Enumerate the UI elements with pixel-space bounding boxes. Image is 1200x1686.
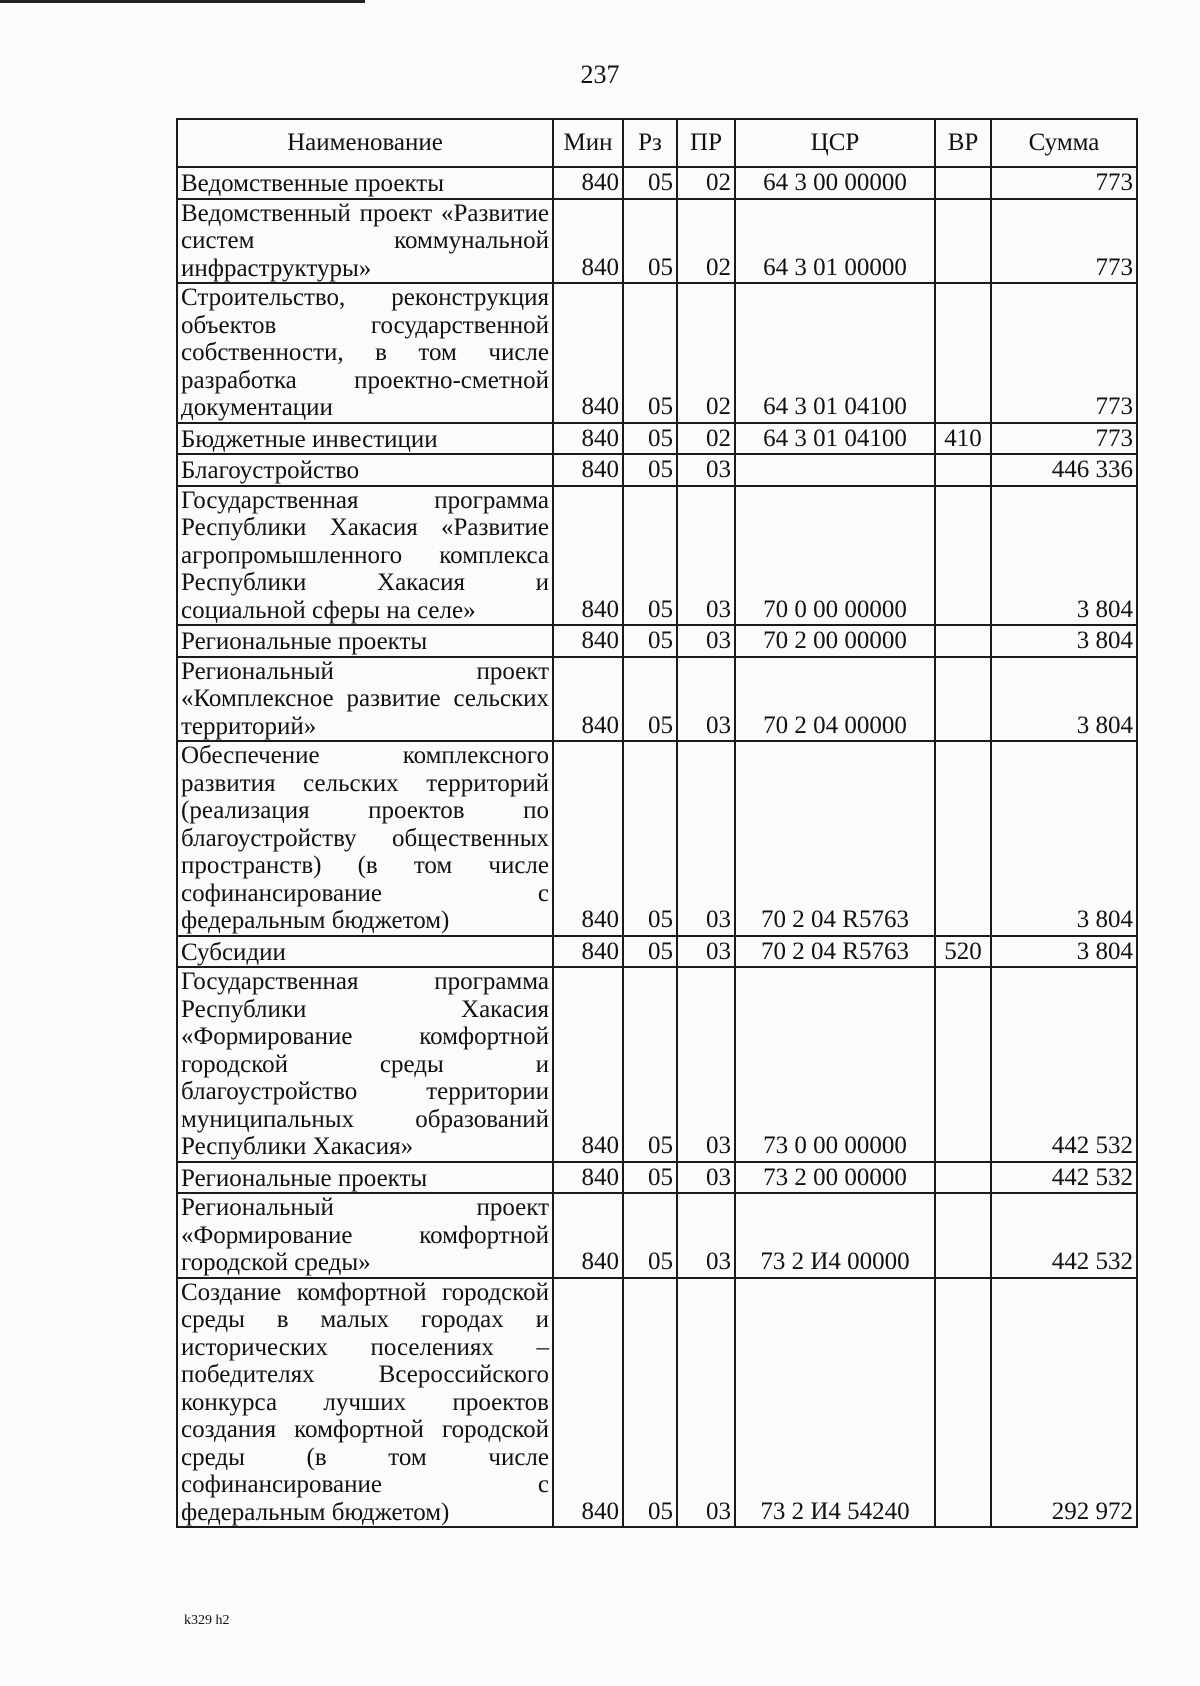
cell-rz: 05 (623, 625, 677, 657)
cell-rz: 05 (623, 741, 677, 936)
table-row (177, 486, 1137, 626)
cell-min: 840 (553, 967, 623, 1162)
page-number: 237 (580, 60, 620, 89)
cell-name: Ведомственный проект «Развитие систем коммунальной инфраструктуры» (177, 199, 553, 284)
header-pr: ПР (677, 119, 735, 167)
cell-name: Ведомственные проекты (177, 167, 553, 199)
cell-min: 840 (553, 283, 623, 423)
cell-vr: 520 (935, 936, 991, 968)
cell-name: Государственная программа Республики Хакасия «Развитие агропромышленного комплекса Республики Хакасия и социальной сферы на селе» (177, 486, 553, 626)
cell-sum: 773 (991, 423, 1137, 455)
cell-pr: 03 (677, 454, 735, 486)
cell-vr (935, 454, 991, 486)
table-row (177, 199, 1137, 284)
cell-pr: 03 (677, 625, 735, 657)
cell-rz: 05 (623, 1278, 677, 1528)
cell-vr (935, 283, 991, 423)
cell-pr: 03 (677, 657, 735, 742)
cell-csr: 73 2 00 00000 (735, 1162, 935, 1194)
cell-sum: 292 972 (991, 1278, 1137, 1528)
table-row (177, 1278, 1137, 1528)
cell-csr: 70 0 00 00000 (735, 486, 935, 626)
table-row (177, 167, 1137, 199)
header-csr: ЦСР (735, 119, 935, 167)
cell-vr (935, 1278, 991, 1528)
cell-pr: 03 (677, 486, 735, 626)
cell-name: Региональный проект «Комплексное развитие сельских территорий» (177, 657, 553, 742)
cell-pr: 03 (677, 1162, 735, 1194)
header-min: Мин (553, 119, 623, 167)
cell-name: Создание комфортной городской среды в малых городах и исторических поселениях – победителях Всероссийского конкурса лучших проектов создания комфортной городской среды (в том числе софинансирование с федеральным бюджетом) (177, 1278, 553, 1528)
cell-min: 840 (553, 167, 623, 199)
table-row (177, 423, 1137, 455)
cell-name: Региональные проекты (177, 1162, 553, 1194)
cell-min: 840 (553, 625, 623, 657)
table-row (177, 454, 1137, 486)
cell-csr: 64 3 01 04100 (735, 423, 935, 455)
cell-rz: 05 (623, 167, 677, 199)
cell-csr: 73 0 00 00000 (735, 967, 935, 1162)
cell-sum: 773 (991, 199, 1137, 284)
cell-min: 840 (553, 741, 623, 936)
header-vr: ВР (935, 119, 991, 167)
table-row (177, 283, 1137, 423)
cell-vr (935, 486, 991, 626)
cell-rz: 05 (623, 454, 677, 486)
cell-pr: 03 (677, 1193, 735, 1278)
cell-sum: 773 (991, 167, 1137, 199)
table-row (177, 936, 1137, 968)
cell-name: Субсидии (177, 936, 553, 968)
cell-sum: 442 532 (991, 1193, 1137, 1278)
cell-sum: 3 804 (991, 936, 1137, 968)
cell-csr: 70 2 04 R5763 (735, 741, 935, 936)
cell-min: 840 (553, 199, 623, 284)
cell-pr: 03 (677, 1278, 735, 1528)
header-sum: Сумма (991, 119, 1137, 167)
cell-pr: 03 (677, 967, 735, 1162)
cell-csr: 73 2 И4 54240 (735, 1278, 935, 1528)
cell-rz: 05 (623, 283, 677, 423)
cell-rz: 05 (623, 936, 677, 968)
header-rz: Рз (623, 119, 677, 167)
cell-vr (935, 967, 991, 1162)
cell-name: Государственная программа Республики Хакасия «Формирование комфортной городской среды и благоустройство территории муниципальных образований Республики Хакасия» (177, 967, 553, 1162)
cell-rz: 05 (623, 1193, 677, 1278)
cell-csr: 73 2 И4 00000 (735, 1193, 935, 1278)
cell-sum: 773 (991, 283, 1137, 423)
cell-min: 840 (553, 936, 623, 968)
cell-csr: 70 2 04 00000 (735, 657, 935, 742)
top-rule (0, 0, 365, 3)
cell-name: Бюджетные инвестиции (177, 423, 553, 455)
cell-rz: 05 (623, 657, 677, 742)
budget-table (176, 118, 1138, 1528)
table-row (177, 625, 1137, 657)
table-header-row (177, 119, 1137, 167)
cell-vr (935, 625, 991, 657)
table-row (177, 1193, 1137, 1278)
cell-sum: 3 804 (991, 657, 1137, 742)
cell-name: Обеспечение комплексного развития сельских территорий (реализация проектов по благоустройству общественных пространств) (в том числе софинансирование с федеральным бюджетом) (177, 741, 553, 936)
cell-min: 840 (553, 454, 623, 486)
cell-min: 840 (553, 657, 623, 742)
cell-pr: 02 (677, 283, 735, 423)
cell-sum: 446 336 (991, 454, 1137, 486)
cell-sum: 3 804 (991, 741, 1137, 936)
cell-min: 840 (553, 1193, 623, 1278)
cell-csr: 64 3 00 00000 (735, 167, 935, 199)
cell-rz: 05 (623, 486, 677, 626)
cell-vr (935, 1162, 991, 1194)
cell-csr: 70 2 04 R5763 (735, 936, 935, 968)
cell-csr: 70 2 00 00000 (735, 625, 935, 657)
cell-rz: 05 (623, 967, 677, 1162)
cell-sum: 442 532 (991, 967, 1137, 1162)
cell-csr: 64 3 01 04100 (735, 283, 935, 423)
cell-pr: 03 (677, 936, 735, 968)
table-row (177, 657, 1137, 742)
table-row (177, 741, 1137, 936)
cell-csr (735, 454, 935, 486)
table-row (177, 967, 1137, 1162)
cell-pr: 02 (677, 199, 735, 284)
cell-vr (935, 199, 991, 284)
cell-pr: 02 (677, 167, 735, 199)
cell-csr: 64 3 01 00000 (735, 199, 935, 284)
table-row (177, 1162, 1137, 1194)
cell-name: Региональный проект «Формирование комфортной городской среды» (177, 1193, 553, 1278)
cell-vr (935, 657, 991, 742)
cell-min: 840 (553, 423, 623, 455)
cell-name: Благоустройство (177, 454, 553, 486)
cell-vr (935, 167, 991, 199)
cell-min: 840 (553, 1278, 623, 1528)
cell-rz: 05 (623, 1162, 677, 1194)
cell-vr (935, 741, 991, 936)
cell-sum: 442 532 (991, 1162, 1137, 1194)
cell-vr: 410 (935, 423, 991, 455)
cell-sum: 3 804 (991, 486, 1137, 626)
cell-min: 840 (553, 486, 623, 626)
cell-vr (935, 1193, 991, 1278)
footer-code: k329 h2 (184, 1613, 230, 1628)
cell-pr: 03 (677, 741, 735, 936)
cell-rz: 05 (623, 199, 677, 284)
cell-min: 840 (553, 1162, 623, 1194)
cell-name: Региональные проекты (177, 625, 553, 657)
header-name: Наименование (177, 119, 553, 167)
cell-name: Строительство, реконструкция объектов государственной собственности, в том числе разработка проектно-сметной документации (177, 283, 553, 423)
cell-sum: 3 804 (991, 625, 1137, 657)
cell-pr: 02 (677, 423, 735, 455)
cell-rz: 05 (623, 423, 677, 455)
